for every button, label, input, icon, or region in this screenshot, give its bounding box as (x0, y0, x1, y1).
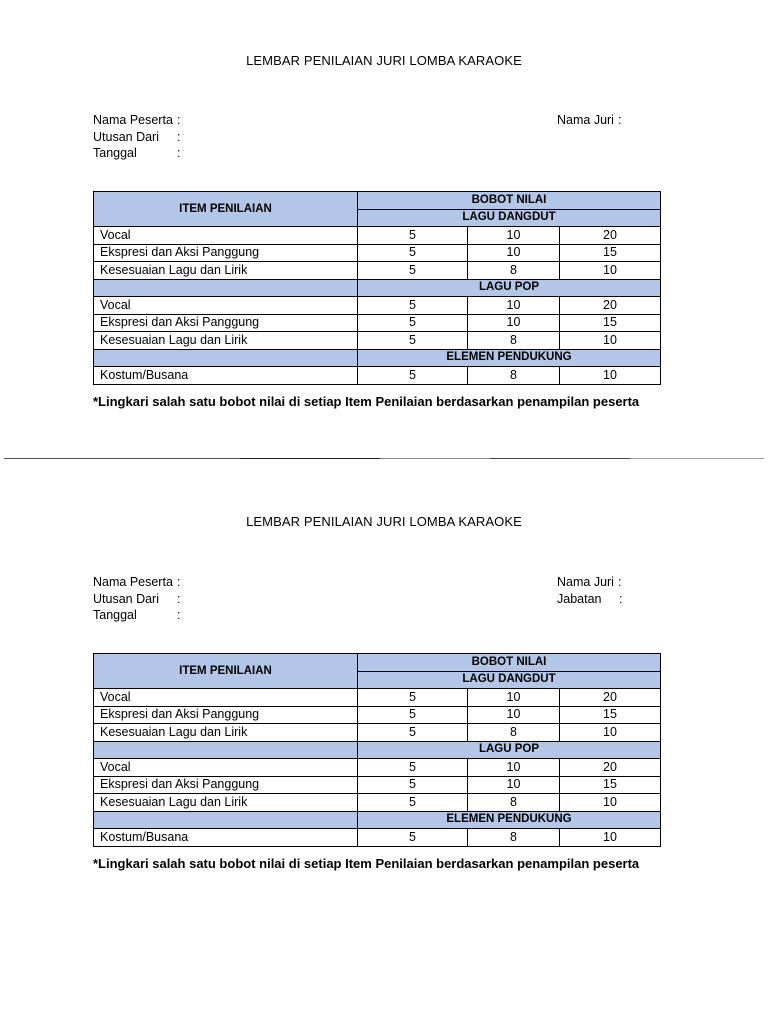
section-header: LAGU POP (358, 279, 661, 297)
table-row (94, 689, 661, 707)
score-option[interactable]: 8 (468, 794, 560, 812)
section-spacer (94, 279, 358, 297)
info-row-tanggal (93, 607, 180, 624)
score-option[interactable]: 5 (358, 724, 468, 742)
judge-info (557, 574, 622, 607)
instruction-note: *Lingkari salah satu bobot nilai di setiap Item Penilaian berdasarkan penampilan peserta (93, 394, 640, 409)
score-option[interactable]: 5 (358, 332, 468, 350)
section-row (94, 279, 661, 297)
score-option[interactable]: 5 (358, 706, 468, 724)
item-cell: Vocal (94, 759, 358, 777)
info-label: Nama Juri (557, 113, 614, 127)
table-header-row (94, 192, 661, 210)
score-option[interactable]: 5 (358, 759, 468, 777)
score-option[interactable]: 10 (560, 829, 661, 847)
info-separator: : (177, 146, 181, 160)
table-row (94, 367, 661, 385)
score-option[interactable]: 5 (358, 794, 468, 812)
info-separator: : (177, 575, 181, 589)
score-option[interactable]: 8 (468, 332, 560, 350)
item-cell: Ekspresi dan Aksi Panggung (94, 314, 358, 332)
sheet-title: LEMBAR PENILAIAN JURI LOMBA KARAOKE (246, 514, 522, 529)
section-header: LAGU DANGDUT (358, 671, 661, 689)
score-option[interactable]: 5 (358, 262, 468, 280)
score-option[interactable]: 15 (560, 244, 661, 262)
score-option[interactable]: 10 (560, 262, 661, 280)
info-row-nama-juri (557, 574, 622, 591)
item-header: ITEM PENILAIAN (94, 654, 358, 689)
info-label: Nama Juri (557, 575, 614, 589)
score-option[interactable]: 15 (560, 776, 661, 794)
info-row-nama-peserta (93, 112, 180, 129)
item-cell: Kesesuaian Lagu dan Lirik (94, 262, 358, 280)
section-header: LAGU DANGDUT (358, 209, 661, 227)
table-row (94, 829, 661, 847)
score-option[interactable]: 5 (358, 227, 468, 245)
section-row (94, 741, 661, 759)
info-label: Tanggal (93, 608, 137, 622)
item-cell: Vocal (94, 227, 358, 245)
item-cell: Kesesuaian Lagu dan Lirik (94, 794, 358, 812)
instruction-note: *Lingkari salah satu bobot nilai di setiap Item Penilaian berdasarkan penampilan peserta (93, 856, 640, 871)
bobot-header: BOBOT NILAI (358, 654, 661, 672)
score-option[interactable]: 5 (358, 367, 468, 385)
scoring-table (93, 191, 661, 385)
table-header-row (94, 654, 661, 672)
info-label: Utusan Dari (93, 591, 159, 606)
info-separator: : (177, 608, 181, 622)
score-option[interactable]: 10 (560, 794, 661, 812)
score-option[interactable]: 5 (358, 314, 468, 332)
item-cell: Kesesuaian Lagu dan Lirik (94, 724, 358, 742)
info-separator: : (617, 575, 622, 589)
participant-info (93, 112, 180, 162)
score-option[interactable]: 10 (468, 689, 560, 707)
item-cell: Vocal (94, 297, 358, 315)
score-option[interactable]: 5 (358, 297, 468, 315)
bobot-header: BOBOT NILAI (358, 192, 661, 210)
item-cell: Kostum/Busana (94, 829, 358, 847)
table-row (94, 244, 661, 262)
score-option[interactable]: 8 (468, 724, 560, 742)
score-option[interactable]: 10 (560, 724, 661, 742)
score-option[interactable]: 10 (468, 297, 560, 315)
scoring-table (93, 653, 661, 847)
score-option[interactable]: 10 (468, 314, 560, 332)
section-header: LAGU POP (358, 741, 661, 759)
info-separator: : (177, 591, 181, 606)
info-label: Nama Peserta (93, 113, 173, 127)
table-row (94, 262, 661, 280)
section-row (94, 811, 661, 829)
info-label: Tanggal (93, 146, 137, 160)
score-option[interactable]: 10 (468, 759, 560, 777)
item-cell: Ekspresi dan Aksi Panggung (94, 244, 358, 262)
item-header: ITEM PENILAIAN (94, 192, 358, 227)
score-option[interactable]: 5 (358, 689, 468, 707)
info-label: Utusan Dari (93, 129, 159, 144)
table-row (94, 794, 661, 812)
score-option[interactable]: 20 (560, 297, 661, 315)
judge-info (557, 112, 621, 129)
table-row (94, 314, 661, 332)
score-option[interactable]: 15 (560, 314, 661, 332)
score-option[interactable]: 8 (468, 262, 560, 280)
info-row-nama-peserta (93, 574, 180, 591)
section-spacer (94, 811, 358, 829)
page-divider (4, 458, 764, 460)
info-row-nama-juri (557, 112, 621, 129)
info-separator: : (177, 129, 181, 144)
info-separator: : (619, 591, 623, 606)
score-option[interactable]: 5 (358, 829, 468, 847)
info-label: Jabatan (557, 591, 602, 606)
score-option[interactable]: 15 (560, 706, 661, 724)
score-option[interactable]: 10 (468, 227, 560, 245)
section-header: ELEMEN PENDUKUNG (358, 811, 661, 829)
section-row (94, 349, 661, 367)
info-separator: : (617, 113, 622, 127)
item-cell: Ekspresi dan Aksi Panggung (94, 776, 358, 794)
score-option[interactable]: 8 (468, 829, 560, 847)
sheet-title: LEMBAR PENILAIAN JURI LOMBA KARAOKE (246, 53, 522, 68)
item-cell: Kostum/Busana (94, 367, 358, 385)
section-spacer (94, 741, 358, 759)
score-option[interactable]: 10 (468, 244, 560, 262)
info-row-jabatan (557, 591, 622, 608)
info-row-utusan-dari (93, 129, 180, 146)
score-option[interactable]: 20 (560, 227, 661, 245)
info-separator: : (177, 113, 181, 127)
table-row (94, 724, 661, 742)
table-row (94, 297, 661, 315)
info-label: Nama Peserta (93, 575, 173, 589)
item-cell: Kesesuaian Lagu dan Lirik (94, 332, 358, 350)
score-option[interactable]: 10 (560, 367, 661, 385)
score-option[interactable]: 8 (468, 367, 560, 385)
score-option[interactable]: 5 (358, 244, 468, 262)
section-spacer (94, 349, 358, 367)
section-header: ELEMEN PENDUKUNG (358, 349, 661, 367)
score-option[interactable]: 10 (560, 332, 661, 350)
score-option[interactable]: 20 (560, 759, 661, 777)
score-option[interactable]: 20 (560, 689, 661, 707)
table-row (94, 776, 661, 794)
table-row (94, 759, 661, 777)
table-row (94, 332, 661, 350)
item-cell: Ekspresi dan Aksi Panggung (94, 706, 358, 724)
info-row-utusan-dari (93, 591, 180, 608)
score-option[interactable]: 10 (468, 776, 560, 794)
item-cell: Vocal (94, 689, 358, 707)
table-row (94, 227, 661, 245)
score-option[interactable]: 10 (468, 706, 560, 724)
score-option[interactable]: 5 (358, 776, 468, 794)
table-row (94, 706, 661, 724)
info-row-tanggal (93, 145, 180, 162)
participant-info (93, 574, 180, 624)
